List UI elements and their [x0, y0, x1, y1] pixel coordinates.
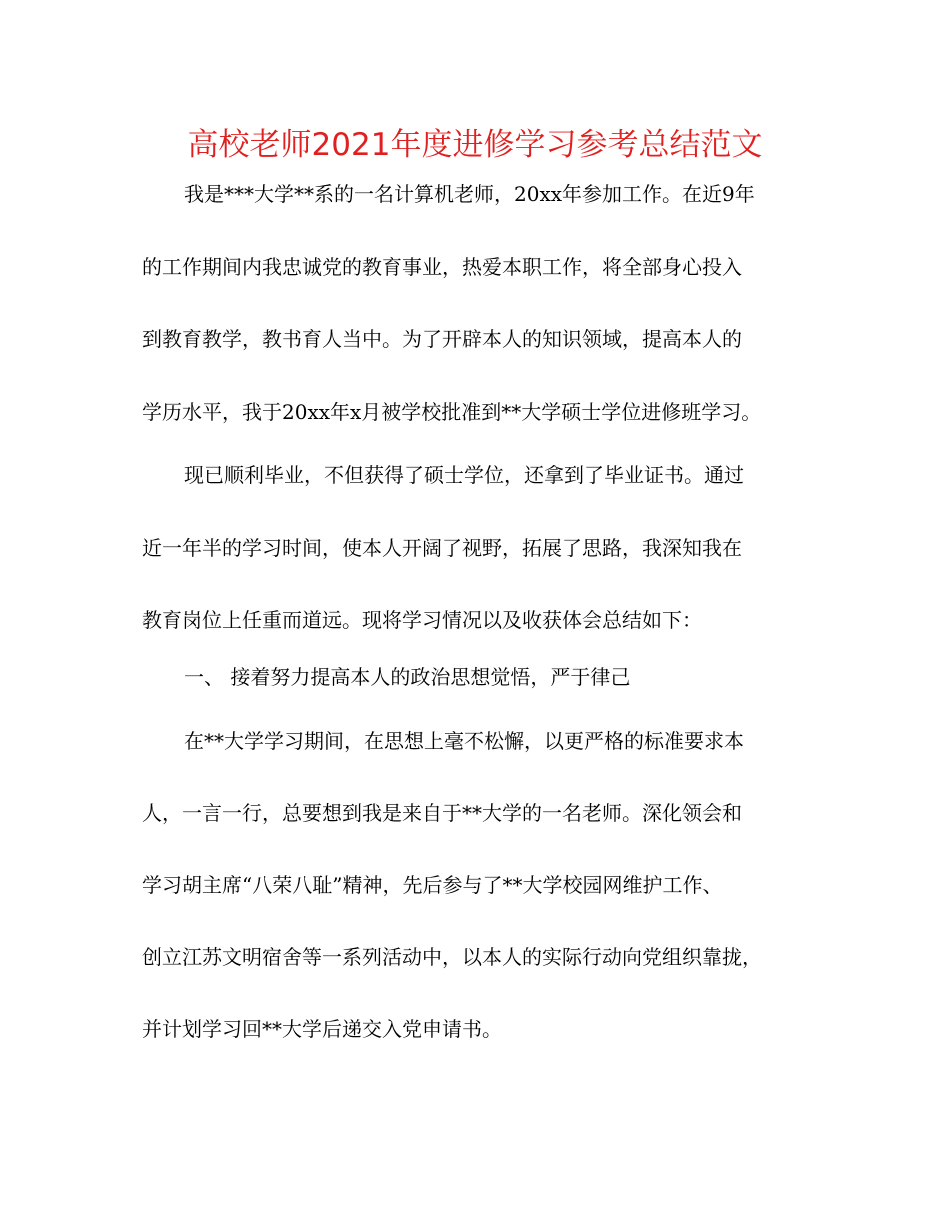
- paragraph-line: 教育岗位上任重而道远。现将学习情况以及收获体会总结如下：: [142, 608, 702, 632]
- paragraph-line: 学习胡主席“八荣八耻”精神，先后参与了**大学校园网维护工作、: [142, 873, 723, 897]
- paragraph-line: 现已顺利毕业，不但获得了硕士学位，还拿到了毕业证书。通过: [184, 463, 744, 487]
- paragraph-line: 人，一言一行，总要想到我是来自于**大学的一名老师。深化领会和: [142, 801, 742, 825]
- paragraph-line: 并计划学习回**大学后递交入党申请书。: [142, 1017, 502, 1041]
- paragraph-line: 近一年半的学习时间，使本人开阔了视野，拓展了思路，我深知我在: [142, 536, 742, 560]
- paragraph-line: 在**大学学习期间，在思想上毫不松懈，以更严格的标准要求本: [184, 729, 744, 753]
- paragraph-line: 到教育教学，教书育人当中。为了开辟本人的知识领域，提高本人的: [142, 327, 742, 351]
- document-title: 高校老师2021年度进修学习参考总结范文: [187, 127, 763, 163]
- paragraph-line: 学历水平，我于20xx年x月被学校批准到**大学硕士学位进修班学习。: [142, 400, 762, 424]
- section-heading: 一、 接着努力提高本人的政治思想觉悟，严于律己: [184, 665, 631, 689]
- paragraph-line: 创立江苏文明宿舍等一系列活动中，以本人的实际行动向党组织靠拢，: [142, 945, 762, 969]
- paragraph-line: 的工作期间内我忠诚党的教育事业，热爱本职工作，将全部身心投入: [142, 255, 742, 279]
- paragraph-line: 我是***大学**系的一名计算机老师，20xx年参加工作。在近9年: [184, 182, 755, 206]
